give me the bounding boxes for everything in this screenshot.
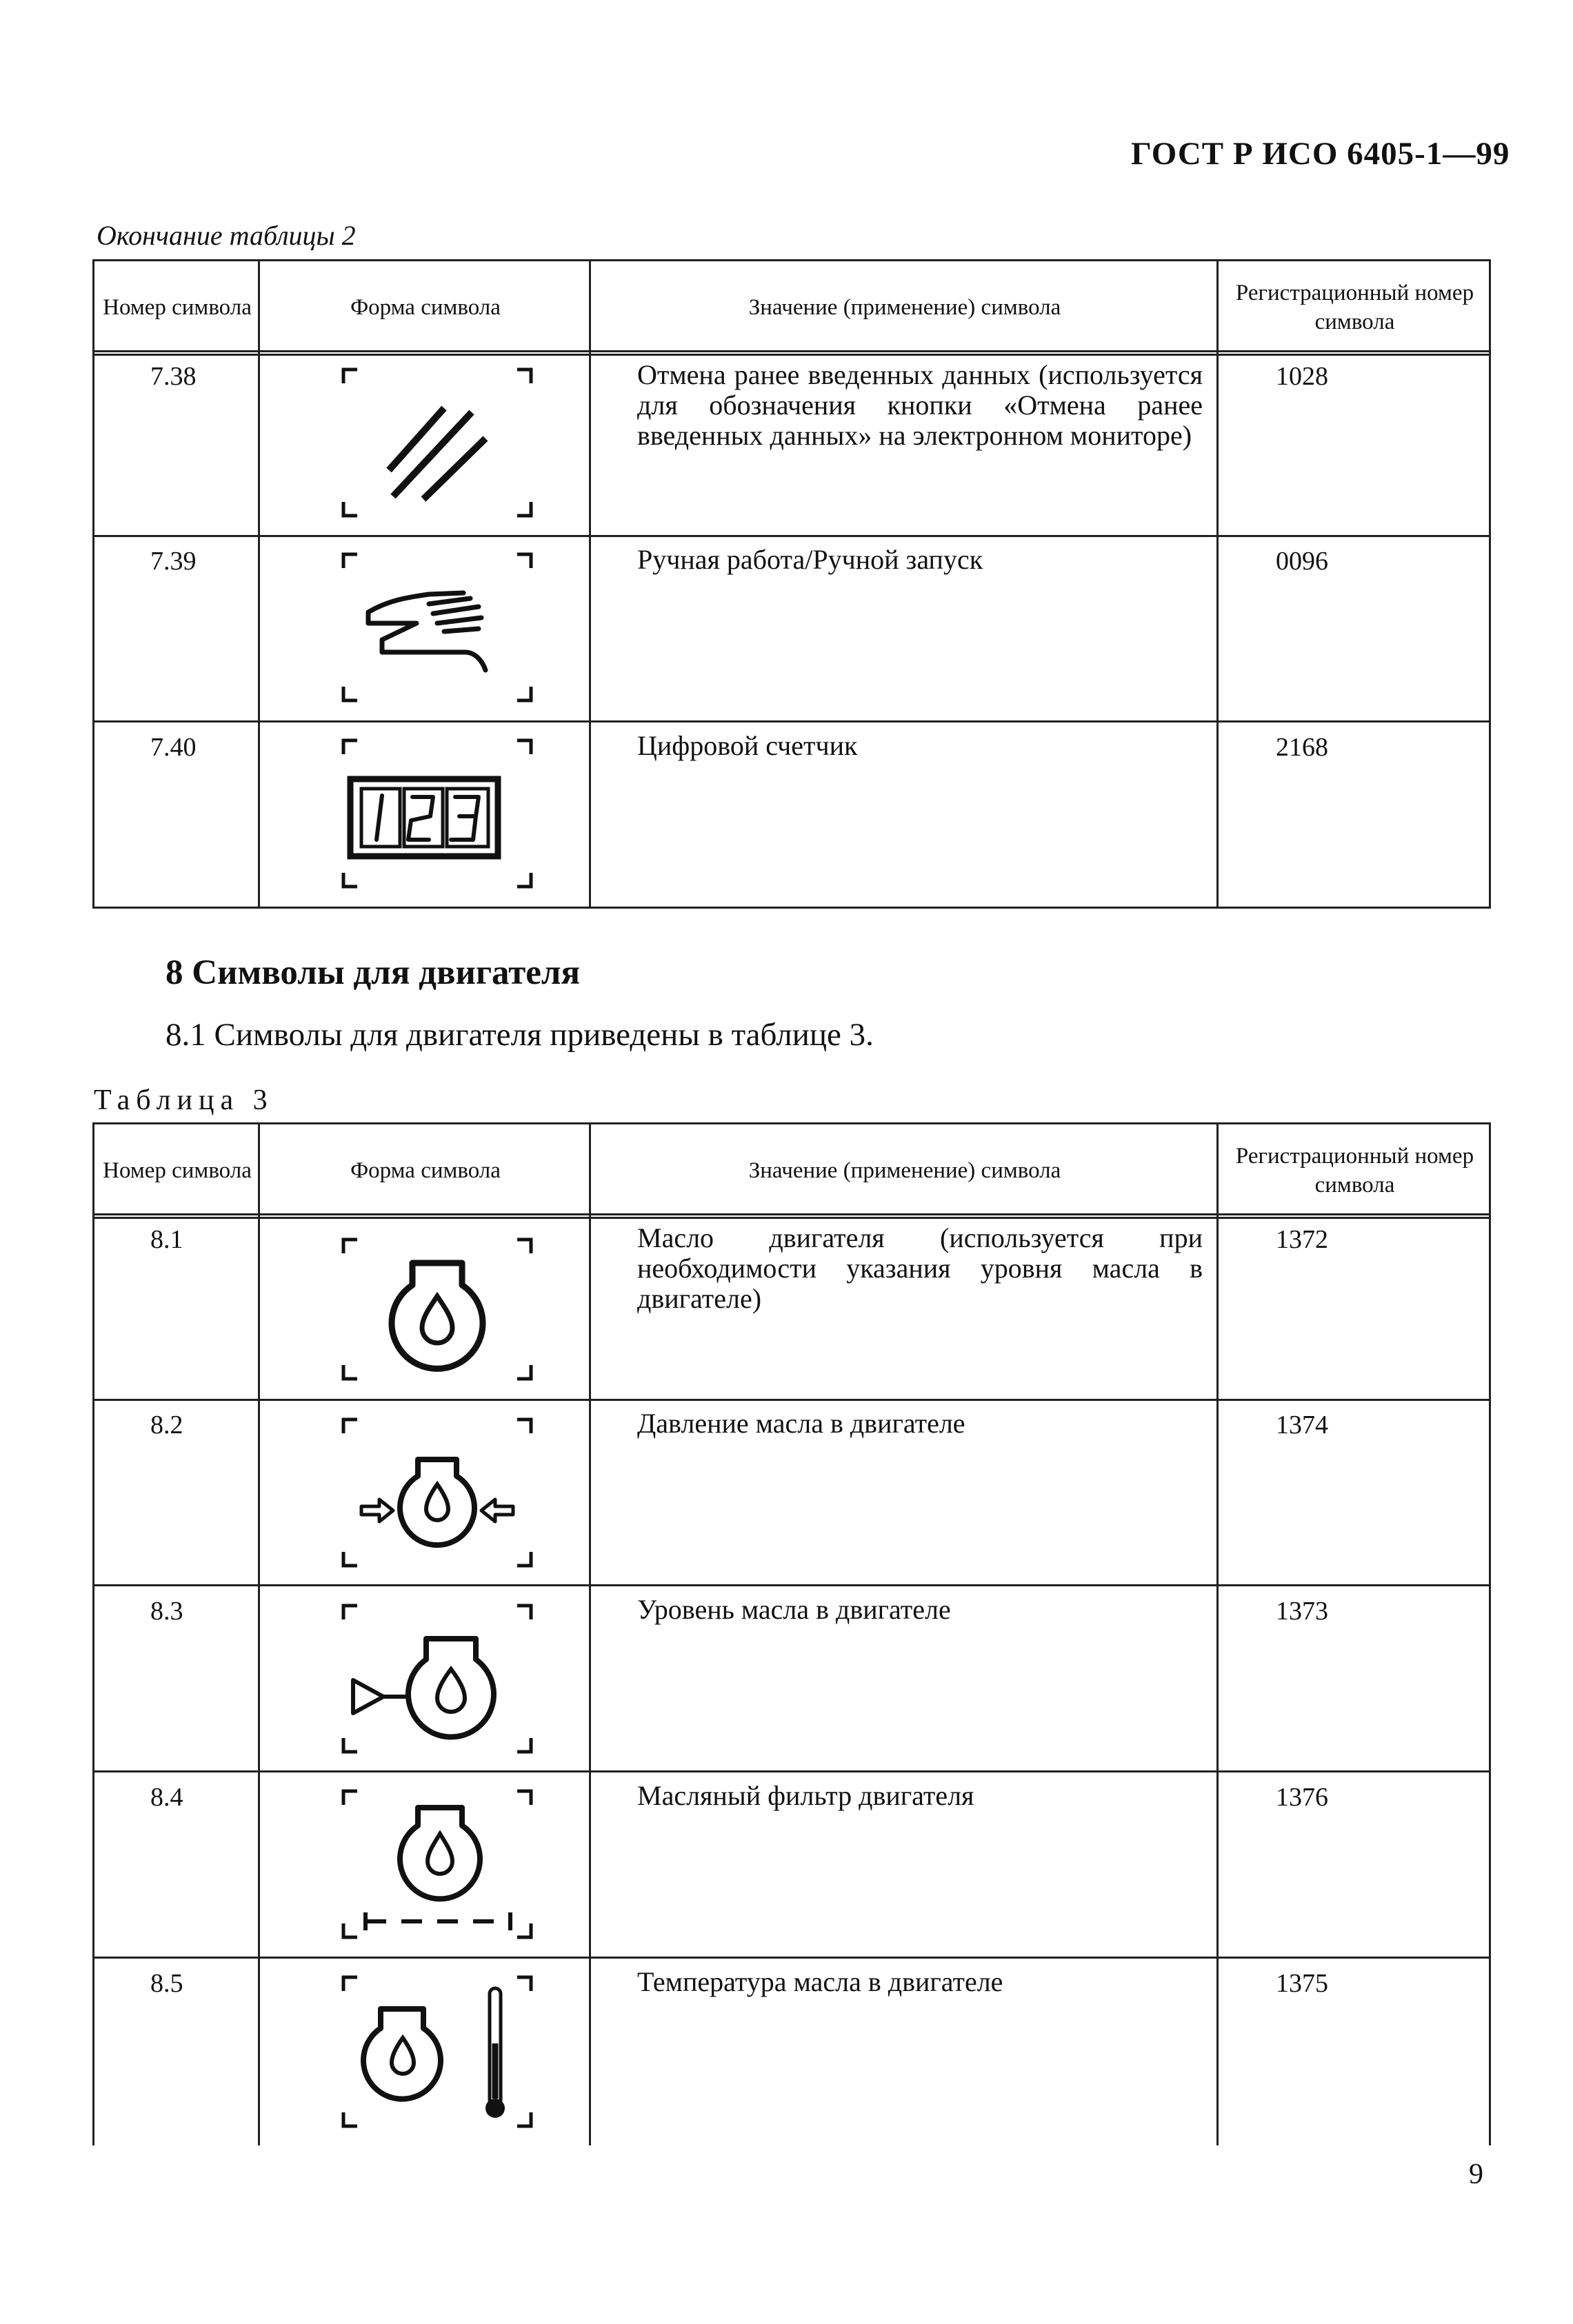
section-paragraph: 8.1 Символы для двигателя приведены в таблице 3.: [166, 1017, 874, 1053]
table2-col-meaning: Значение (применение) символа: [748, 294, 1061, 320]
registration-number: 1374: [1276, 1411, 1328, 1439]
symbol-meaning: Масляный фильтр двигателя: [637, 1780, 974, 1811]
table-2: [92, 259, 1491, 909]
table3-col-number: Номер символа: [103, 1158, 252, 1183]
registration-number: 1372: [1276, 1225, 1328, 1254]
symbol-meaning: Ручная работа/Ручной запуск: [637, 544, 983, 575]
section-heading: 8 Символы для двигателя: [166, 953, 581, 992]
table2-col-reg: Регистрационный номер символа: [1235, 281, 1474, 334]
symbol-number: 8.1: [150, 1225, 183, 1254]
table3-header: [92, 1122, 1491, 1217]
registration-number: 1373: [1276, 1597, 1328, 1626]
digital-counter-icon: [341, 738, 534, 889]
symbol-number: 8.3: [150, 1597, 183, 1626]
manual-operation-hand-icon: [341, 552, 534, 703]
symbol-number: 7.39: [150, 547, 197, 576]
engine-oil-pressure-icon: [341, 1417, 534, 1568]
table2-header: [92, 259, 1491, 354]
table3-col-shape: Форма символа: [350, 1158, 501, 1183]
symbol-meaning: Отмена ранее введенных данных (используется для обозначения кнопки «Отмена ранее введенных данных» на электронном мониторе): [637, 359, 1203, 451]
registration-number: 1028: [1276, 362, 1328, 391]
table3-caption: Таблица 3: [94, 1084, 274, 1116]
table2-col-number: Номер символа: [103, 294, 252, 320]
symbol-number: 8.5: [150, 1969, 183, 1998]
table2-col-shape: Форма символа: [350, 294, 501, 320]
engine-oil-temperature-icon: [341, 1974, 534, 2129]
registration-number: 1375: [1276, 1969, 1328, 1998]
symbol-number: 7.38: [150, 362, 197, 391]
engine-oil-level-icon: [341, 1603, 534, 1755]
document-code: ГОСТ Р ИСО 6405-1—99: [1131, 136, 1510, 172]
table3-col-reg: Регистрационный номер символа: [1235, 1144, 1474, 1198]
table-3: [92, 1122, 1491, 2145]
symbol-number: 8.4: [150, 1783, 183, 1812]
symbol-meaning: Цифровой счетчик: [637, 730, 858, 761]
registration-number: 2168: [1276, 733, 1328, 762]
symbol-number: 8.2: [150, 1411, 183, 1439]
erase-entry-icon: [341, 367, 534, 518]
table2-caption: Окончание таблицы 2: [97, 220, 356, 251]
registration-number: 0096: [1276, 547, 1328, 576]
symbol-meaning: Температура масла в двигателе: [637, 1966, 1003, 1997]
symbol-meaning: Уровень масла в двигателе: [637, 1594, 951, 1625]
symbol-meaning: Масло двигателя (используется при необходимости указания уровня масла в двигателе): [637, 1222, 1203, 1314]
engine-oil-icon: [341, 1237, 534, 1382]
engine-oil-filter-icon: [341, 1788, 534, 1940]
symbol-number: 7.40: [150, 733, 197, 762]
page-number: 9: [1469, 2159, 1483, 2190]
table2-header-divider: [92, 350, 1491, 356]
symbol-meaning: Давление масла в двигателе: [637, 1408, 965, 1439]
table3-col-meaning: Значение (применение) символа: [748, 1158, 1061, 1183]
registration-number: 1376: [1276, 1783, 1328, 1812]
table3-header-divider: [92, 1213, 1491, 1219]
